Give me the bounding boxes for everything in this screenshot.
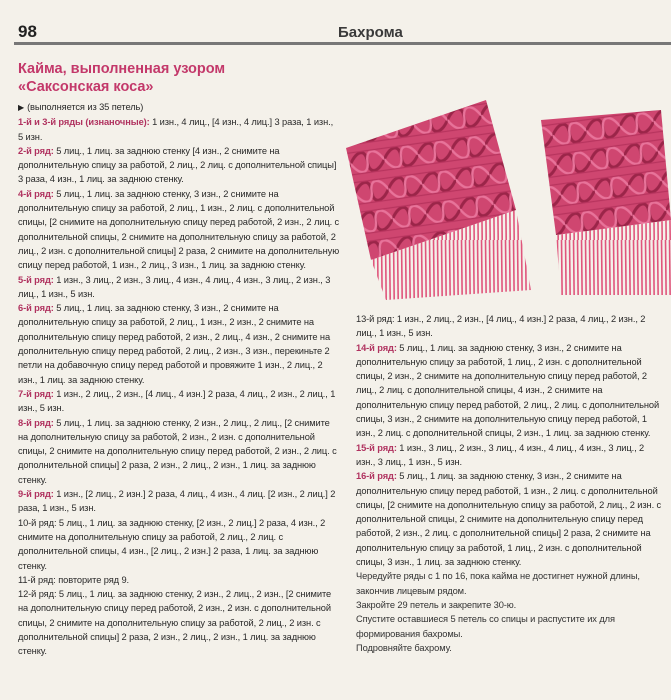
instructions-right-column [356, 312, 662, 655]
pattern-title [18, 60, 318, 96]
knit-band-right [541, 110, 671, 235]
note-drop-stitches: Спустите оставшиеся 5 петель со спицы и распустите их для формирования бахромы. [356, 614, 615, 639]
row-4: 4-й ряд: 5 лиц., 1 лиц. за заднюю стенку, 3 изн., 2 снимите на дополнительную спицу за работой, 2 лиц., 1 изн., 2 лиц. с дополнительной спицы, [2 снимите на дополнительную спицу перед работой, 2 изн., 2 лиц. с дополнительной спицы, 2 снимите на дополнительную спицу за работой, 2 лиц., 2 изн. с дополнительной спицы] 2 раза, 2 снимите на дополнительную спицу перед работой, 1 изн., 2 лиц., 3 изн., 1 лиц. за заднюю стенку. [18, 188, 340, 271]
row-13: 13-й ряд: 1 изн., 2 лиц., 2 изн., [4 лиц., 4 изн.] 2 раза, 4 лиц., 2 изн., 2 лиц., 1 изн., 5 изн. [356, 314, 646, 339]
knitted-border-photo [336, 60, 671, 300]
page-number: 98 [18, 22, 37, 41]
section-title: Бахрома [338, 24, 403, 41]
row-6: 6-й ряд: 5 лиц., 1 лиц. за заднюю стенку, 3 изн., 2 снимите на дополнительную спицу за работой, 2 лиц., 1 изн., 2 изн., 2 снимите на дополнительную спицу перед работой, 2 изн., 2 лиц., 4 изн., 2 снимите на дополнительную спицу перед работой, 2 лиц., 2 изн., 3 изн., перекиньте 2 петли на добавочную спицу перед работой и провяжите 1 изн., 2 лиц., 2 изн., 1 лиц. за заднюю стенку. [18, 303, 331, 385]
row-7: 7-й ряд: 1 изн., 2 лиц., 2 изн., [4 лиц., 4 изн.] 2 раза, 4 лиц., 2 изн., 2 лиц., 1 изн., 5 изн. [18, 388, 336, 414]
header-rule [14, 42, 671, 45]
row-14: 14-й ряд: 5 лиц., 1 лиц. за заднюю стенку, 3 изн., 2 снимите на дополнительную спицу за работой, 1 лиц., 2 изн. с дополнительной спицы, 2 изн., 2 снимите на дополнительную спицу перед работой, 2 лиц., 2 лиц. с дополнительной спицы, 4 изн., 2 снимите на дополнительную спицу перед работой, 2 лиц., 2 лиц. с дополнительной спицы, 3 изн., 2 снимите на дополнительную спицу перед работой, 1 изн., 2 лиц. с дополнительной спицы, 2 изн., 1 лиц. за заднюю стенку. [356, 342, 660, 439]
instructions-left-column [18, 100, 340, 659]
note-bind-off: Закройте 29 петель и закрепите 30-ю. [356, 599, 517, 610]
row-8: 8-й ряд: 5 лиц., 1 лиц. за заднюю стенку, 2 изн., 2 лиц., 2 лиц., [2 снимите на дополнительную спицу за работой, 2 изн., 2 изн. с дополнительной спицы, 2 снимите на дополнительную спицу перед работой, 2 изн., 2 лиц. с дополнительной спицы] 2 раза, 2 изн., 2 лиц., 2 изн., 1 лиц. за заднюю стенку. [18, 417, 337, 485]
note-trim-fringe: Подровняйте бахрому. [356, 642, 452, 653]
intro-line: ▶ (выполняется из 35 петель) [18, 102, 144, 112]
pattern-title-line2: «Саксонская коса» [18, 79, 154, 95]
row-15: 15-й ряд: 1 изн., 3 лиц., 2 изн., 3 лиц., 4 изн., 4 лиц., 4 изн., 3 лиц., 2 изн., 3 лиц., 1 изн., 5 изн. [356, 442, 645, 467]
row-16: 16-й ряд: 5 лиц., 1 лиц. за заднюю стенку, 3 изн., 2 снимите на дополнительную спицу перед работой, 1 изн., 2 лиц. с дополнительной спицы, [2 снимите на дополнительную спицу за работой, 2 лиц., 2 изн. с дополнительной спицы, 2 снимите на дополнительную спицу перед работой, 2 изн., 2 лиц. с дополнительной спицы] 2 раза, 2 снимите на дополнительную спицу за работой, 1 лиц., 2 изн. с дополнительной спицы, 3 изн., 1 лиц. за заднюю стенку. [356, 471, 662, 568]
page-header [0, 0, 671, 52]
row-1-3: 1-й и 3-й ряды (изнаночные): 1 изн., 4 лиц., [4 изн., 4 лиц.] 3 раза, 1 изн., 5 изн. [18, 117, 334, 142]
triangle-bullet-icon: ▶ [18, 103, 25, 112]
note-repeat: Чередуйте ряды с 1 по 16, пока кайма не достигнет нужной длины, закончив лицевым рядом. [356, 571, 640, 596]
row-12: 12-й ряд: 5 лиц., 1 лиц. за заднюю стенку, 2 изн., 2 лиц., 2 изн., [2 снимите на дополнительную спицу перед работой, 2 изн., 2 изн. с дополнительной спицы, 2 снимите на дополнительную спицу за работой, 2 лиц., 2 изн. с дополнительной спицы] 2 раза, 2 изн., 2 лиц., 2 изн., 1 лиц. за заднюю стенку. [18, 589, 332, 657]
row-2: 2-й ряд: 5 лиц., 1 лиц. за заднюю стенку [4 изн., 2 снимите на дополнительную спицу за работой, 2 лиц., 2 лиц. с дополнительной спицы] 3 раза, 4 изн., 1 лиц. за заднюю стенку. [18, 145, 337, 185]
row-5: 5-й ряд: 1 изн., 3 лиц., 2 изн., 3 лиц., 4 изн., 4 лиц., 4 изн., 3 лиц., 2 изн., 3 лиц., 1 изн., 5 изн. [18, 274, 331, 299]
row-11: 11-й ряд: повторите ряд 9. [18, 574, 130, 585]
pattern-title-line1: Кайма, выполненная узором [18, 61, 226, 77]
row-10: 10-й ряд: 5 лиц., 1 лиц. за заднюю стенку, [2 изн., 2 лиц.] 2 раза, 4 изн., 2 снимите на дополнительную спицу за работой, 2 лиц., 2 лиц. с дополнительной спицы, 4 изн., [2 лиц., 2 изн.] 2 раза, 1 лиц. за заднюю стенку. [18, 517, 326, 571]
row-9: 9-й ряд: 1 изн., [2 лиц., 2 изн.] 2 раза, 4 лиц., 4 изн., 4 лиц. [2 изн., 2 лиц.] 2 раза, 1 изн., 5 изн. [18, 489, 336, 514]
